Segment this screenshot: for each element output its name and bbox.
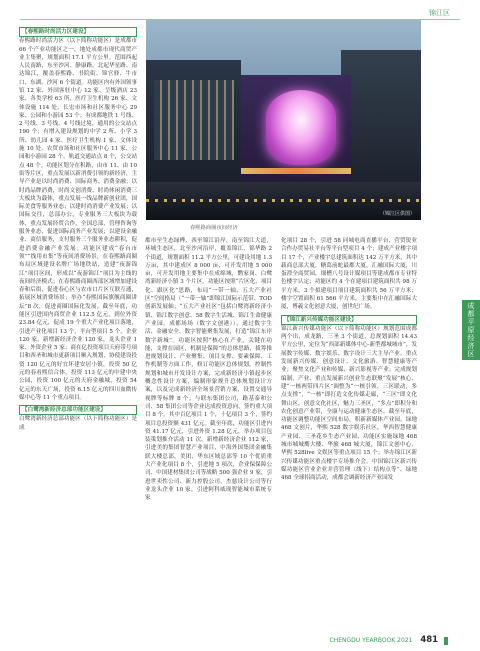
paragraph-bailuwan-cont: 都市至生态绿桦、西至锦江沿岸，南至锦江大道，环城生态区，北至沙河沿岸，覆盖锦江、锦华路 2 个街道，规划面积 11.2 平方公里，可建设用地 1.3 万亩，其中建成区 8 000 亩，可开发用地 5 000 亩，可开发用地主要集中在成绵城，鹦家岗、白鹭湾新经济小镇 3 个片区。功能区按照“片区化、项目化、跟区化”思路，布局“一带一轴、五大产业社区”空间格局（“一带一轴”即锦江国际示范带、TOD 创新发展轴；“五大产业社区”包括白鹭湾新经济小镇、锦江数字创意、58 数字生活城、锦江生命健康产业园，成都场场（数字文创港）），通过数字生活、金融安全、数字智能聚集发展，打造“锦江东岸数字新城”。功能区按照“核心在产业，关键在功能，支撑在园区，机制是保障”的总体思路，拔筹推进规划设计、产业聚集、项目支撑、要素保障、工作机制等方面工作，修订功能区总体规划，控制性规划和城市开发设计方案，完成新经济小镇起步区概念性设计方案，编制形象规升总体规划设计方案，以及完成新经济全场景营销方案，设置交通导视牌等标牌 8 个；与联东集团公司，路基泰和公司、58 集团公司等企业达成投资意向，签约重大项目 8 个，其中百亿项目 1 个，十亿项目 3 个，签约项目总投资额 431 亿元。截至年底，功能区引进内资 41.17 亿元，引进外资 1.28 亿元，举办项目包装策划推介活动 11 次，新增新经济企业 112 家，引进美的集团智慧产业项目，中海外国集团金融集联大楼总部，美团、华东区域总部等 10 个优质重大产业化项目 8 个，引进地 5 项次，企业保保障公司、中国建材集团公司等战略 500 强企业 9 家，引进世卖性公司、新力控股公司，杰慈设计公司等行业龙头企业 10 家，引进阿科威现智能城市系统专家 bbox=[145, 238, 272, 502]
section-heading-media: 【锦江新兴传媒功能区建设】 bbox=[281, 315, 417, 325]
section-heading-chunxi: 【春熙路时尚活力区建设】 bbox=[19, 27, 137, 37]
page-number: 481 bbox=[420, 635, 439, 645]
paragraph-chunxi-text: 春熙路时尚活力区（以下简称功能区）是成都市 66 个产业功能区之一，地处成都市现代商贸产业主集聚，规划面积 17.1 平方公里。范围西起人民南路、东至沙河、静康路，北起华星路、南达锦江，覆盖春熙路、书院街、锦官驿、牛市口、东湖、沙河 6 个街道。功能区内有外国领事馆 12 家、外国客驻中心 12 家、呈级酒店 23 家、各类学校 63 所、医疗卫生机构 26 家、文体设施 114 处、长宏市场和社区服务中心 29 家、公园和小游园 53 个；有成都地铁 1 号线、2 号线、3 号线、4 号线过境，通用的公交站点 190 个；有增入建设规划的中学 2 所、小学 3 所、幼儿园 4 家、医疗卫生机构 1 家、文体设施 10 处、农贸市场和社区服务中心 11 家、公园和小游园 28 个、轨道交通站点 8 个，公交站点 48 个。功能区划分在积路，由市 11、由 10 街等片区，重点发展以新消费引领的新经济，主导产业是以时尚消费、国际商务、消费金融；以时尚品牌消费，时尚文创消费、时尚体闲消费三大板块为载体，重点发展一线品牌新创业团，国际美食等服务业态；以建时尚消费产业发展；以国际交往，总部办公，专业服务三大板块为载体，重点发展经贸合作，全国总部，管理咨询等服务业态，促进国际商务产业发展；以建设金融业、商信服务，支付服务三个服务业态耕积，促进消费金融产业发展。功能区建成“春台市领”“线用市集”等夜间消费场景，在春熙路商圈布局区域建设名牌广场地铁站，造建“夜游锦江”项目区间，形成以“夜游锦江”项目为主线的夜间经济模式；在春熙路商圈西部区域增加建设春和后街，促进春心区与农市口片区互联互通，拓展区域消费场景；举办“春熙国际旗舰商圈讲坛”8 次，促进商圈国际化发展。截至年底，功能区引进国内商贸企业 112.5 亿元，到位外资 23.84 亿元，促成 19 个重大产业化项目落地，引进产业化项目 13 个，平台型项目 5 个，企业 120 家，新增新经济企业 120 家，龙头企业 1 家、外资企业 5 家；商在亿投资项目天府带号项目和西圣和城市更新项目顺入规划，协使建设投资 120 亿元的好宜坏建安居小镇，投资 50 亿元的春看熙信合体，投资 113 亿元的中建中央公园，投资 100 亿元的天府金融城，投资 54 亿元的东天广场，投资 6.15 亿元的四川血微传媒中心等 11 个重点项目。 bbox=[19, 38, 137, 401]
column-middle bbox=[145, 237, 272, 503]
section-heading-bailuwan: 【白鹭湾新经济总部功能区建设】 bbox=[19, 405, 137, 415]
section-title: 锦江区 bbox=[429, 9, 450, 17]
footer-bar bbox=[444, 637, 448, 645]
paragraph-bailuwan bbox=[19, 405, 137, 432]
paragraph-bailuwan-end: 化项目 28 个，引进 58 同城电商直播平台、营贸锐业合作办贸易社平台等平台型项目 4 个；建成产业楼字项目 17 个，产业楼宇总建筑面积达 142 万平方米，其中载商总部大厦，糖葛前蛇最都大厦，汇融国际大厦，川蛋澄全商贸园，细槽八号设计媒项目等建成都市专业特色楼宇认定；功能区约 4 个在建项目建筑面积共 98 万平方米，3 个拟建项目项目建筑面积共 56 万平方米；楼字空置面积 61 566 平方米，主要集中在汇融国际大厦，博羲文化创意大厦，创世纪广场。 bbox=[281, 238, 417, 311]
column-right bbox=[281, 237, 417, 483]
photo-building-windows bbox=[154, 80, 234, 160]
paragraph-chunxi bbox=[19, 27, 137, 402]
photo-light-strip bbox=[241, 168, 351, 174]
photo-credit: （锦江区供图） bbox=[379, 211, 415, 217]
paragraph-bailuwan-text: 白鹭湾新经济总部功能区（以下简称功能区）是成 bbox=[19, 416, 137, 431]
photo-caption: 春熙路商圈夜间经济 bbox=[190, 225, 238, 231]
side-chapter-tab: 成都平原经济区 bbox=[462, 300, 480, 360]
photo-led-screen bbox=[266, 90, 336, 165]
yearbook-label: CHENGDU YEARBOOK 2021 bbox=[329, 637, 413, 644]
paragraph-media-text: 锦江新兴传媒功能区（以下简称功能区）规划范围成都两个出，成龙路，三圣 3 个街道，总规划面积 14.43 平方公里，定位为“西部新媒体中心·新型都城城市”，发展数字传媒、数字娱乐、数字设计三大主导产业，重点发展新兴传媒、创意设计、文化旅游、智慧健康等产业；聚焦文化产业和传媒、新兴影视等产业；完成规划编制，产业、重点发展新兴创业生态联聚“发展”核心、建“一核两带四片区”调整为“一核引领、三区联动，多点支撑”，“一核”即打造文化传媒走廊，“三区”即文化舞山区，创意文化社区，魅力三圣区，“多点”即积分和农化创意产业带，全康与运动健康生态区。截至年底，功能区调整功能区空间布局，积新新媒体产业园，绿地 468 文创片，华熙 528 数字娱乐社区，华西智慧健康产业园、三圣花乡生态产业园，功能区实施绿地 468 城市城城鹰大楼、华旅 468 城大厦，锦江文创中心、华熙 528live 文娱区等重点项目 15 个；举办锦江区新兴传媒功能区重点楼宇专场推介会，中国锦江区新兴传媒功能区营业企业并营管理（线下）结构点等”、绿地 468 全球招商活动，成都会调新经济产业园发 bbox=[281, 325, 417, 482]
photo-street-lights bbox=[146, 199, 421, 202]
paragraph-media bbox=[281, 315, 417, 483]
chunxi-night-photo bbox=[146, 20, 421, 220]
page-footer bbox=[330, 635, 448, 645]
column-left bbox=[19, 27, 137, 432]
